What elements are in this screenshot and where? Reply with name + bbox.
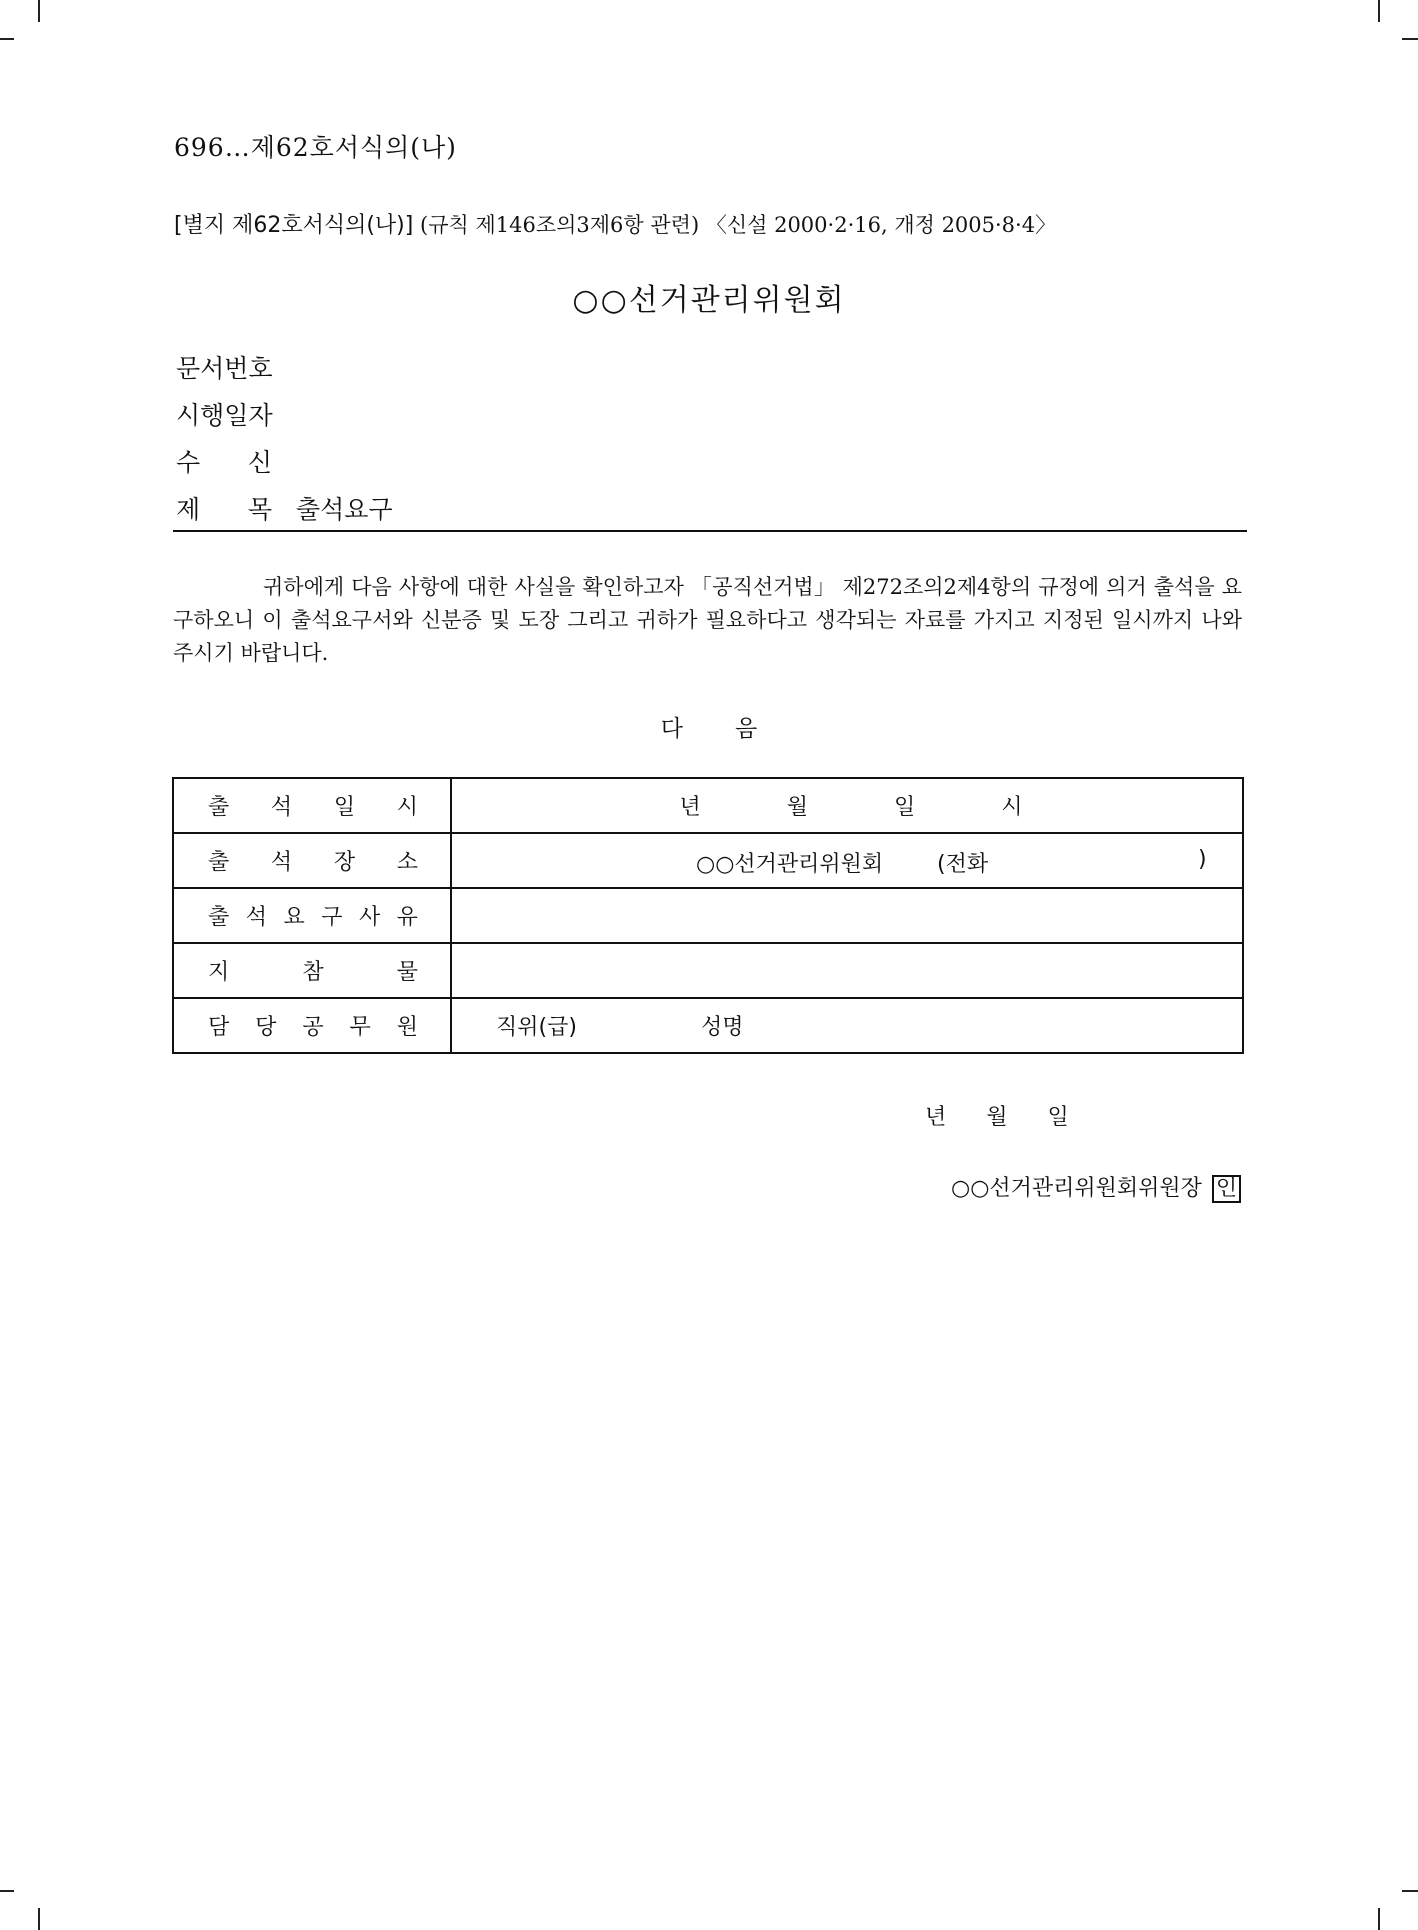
seal-stamp: 인 [1212, 1175, 1241, 1203]
officer-label: 담 당 공 무 원 [173, 998, 451, 1053]
place-phone-close: ) [1198, 846, 1207, 872]
officer-position: 직위(급) [496, 1015, 577, 1040]
items-to-bring-value [451, 943, 1243, 998]
form-label: [별지 제62호서식의(나)] [174, 213, 414, 238]
doc-number-row [176, 349, 272, 385]
recipient-label: 수 신 [176, 448, 272, 477]
recipient-row [176, 443, 272, 479]
items-to-bring-label: 지 참 물 [173, 943, 451, 998]
body-text: 귀하에게 다음 사항에 대한 사실을 확인하고자 「공직선거법」 제272조의2제4항의 규정에 의거 출석을 요구하오니 이 출석요구서와 신분증 및 도장 그리고 귀하가 필요하다고 생각되는 자료를 가지고 지정된 일시까지 나와 주시기 바랍니다. [173, 575, 1242, 665]
info-table [172, 777, 1244, 1054]
next-heading: 다 음 [660, 716, 758, 742]
officer-name: 성명 [700, 1015, 744, 1040]
crop-mark [1402, 1890, 1418, 1892]
table-row [173, 778, 1243, 833]
crop-mark [1378, 0, 1380, 22]
attend-place-label: 출 석 장 소 [173, 833, 451, 888]
crop-mark [38, 1908, 40, 1930]
table-row [173, 943, 1243, 998]
crop-mark [1402, 38, 1418, 40]
crop-mark [0, 38, 14, 40]
attend-place-value [451, 833, 1243, 888]
attend-reason-value [451, 888, 1243, 943]
doc-number-label: 문서번호 [176, 354, 273, 383]
officer-value [451, 998, 1243, 1053]
table-row [173, 833, 1243, 888]
page-header: 696…제62호서식의(나) [174, 133, 457, 162]
crop-mark [0, 1890, 14, 1892]
enforce-date-row [176, 396, 272, 432]
header-divider [173, 530, 1247, 532]
org-title: ○○선거관리위원회 [572, 283, 846, 318]
enforce-date-label: 시행일자 [176, 401, 273, 430]
subject-label: 제 목 [176, 495, 272, 524]
crop-mark [1378, 1908, 1380, 1930]
form-reference [174, 208, 1056, 239]
attend-reason-label: 출 석 요 구 사 유 [173, 888, 451, 943]
subject-row [176, 490, 393, 526]
table-row [173, 998, 1243, 1053]
crop-mark [38, 0, 40, 22]
date-line: 년 월 일 [925, 1105, 1069, 1130]
attend-datetime-value: 년 월 일 시 [451, 778, 1243, 833]
form-rule: (규칙 제146조의3제6항 관련) [420, 213, 700, 237]
subject-value: 출석요구 [296, 495, 393, 524]
attend-datetime-label: 출 석 일 시 [173, 778, 451, 833]
signature-text: ○○선거관리위원회위원장 [951, 1176, 1202, 1201]
place-phone: (전화 [937, 851, 989, 877]
table-row [173, 888, 1243, 943]
place-org: ○○선거관리위원회 [696, 851, 884, 877]
signature-line [951, 1171, 1241, 1203]
form-history: 〈신설 2000·2·16, 개정 2005·8·4〉 [705, 213, 1057, 237]
